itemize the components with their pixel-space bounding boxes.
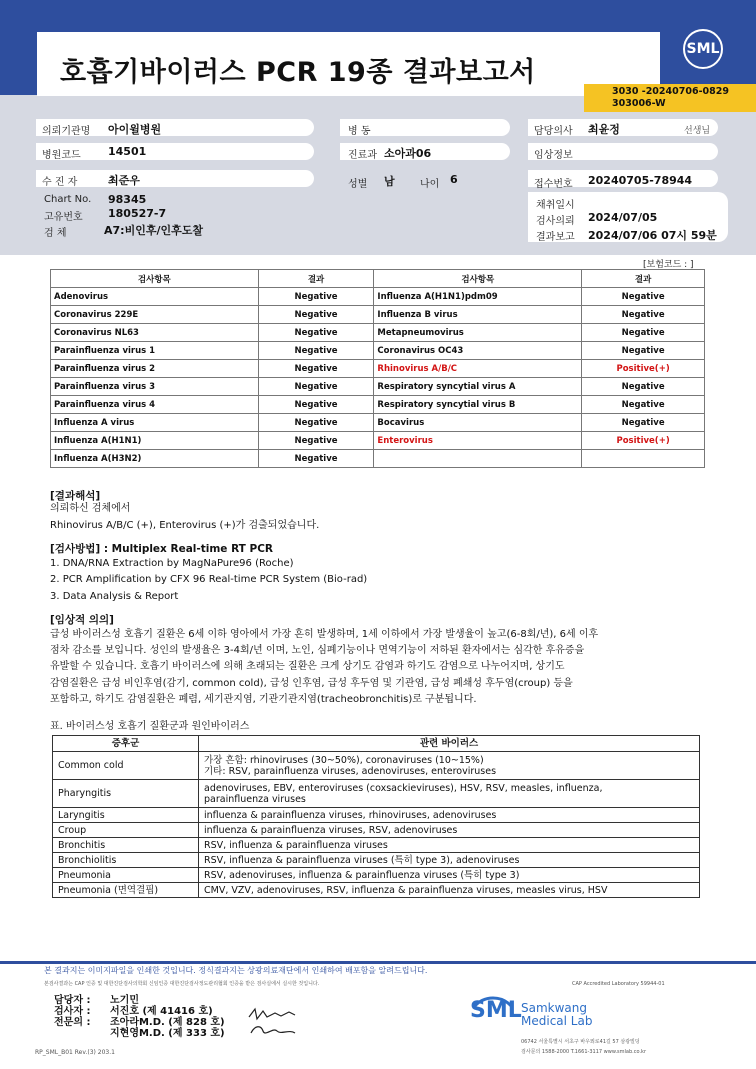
header-syndrome: 증후군 <box>53 736 199 752</box>
specialist-label: 전문의 : <box>54 1017 91 1028</box>
related-virus-cell <box>199 883 700 898</box>
syndrome-cell: Laryngitis <box>53 808 199 823</box>
header-related-virus: 관련 바이러스 <box>199 736 700 752</box>
clinical-meaning-line3: 유발할 수 있습니다. 호흡기 바이러스에 의해 초래되는 질환은 크게 상기도 감염과 하기도 감염으로 나누어지며, 상기도 <box>50 661 565 672</box>
related-virus-line2: parainfluenza viruses <box>204 793 306 805</box>
result-left: Negative <box>258 360 374 378</box>
test-name-right <box>374 450 582 468</box>
report-number-line2: 303006-W <box>612 98 666 109</box>
test-name-right: Respiratory syncytial virus A <box>374 378 582 396</box>
test-name-right: Coronavirus OC43 <box>374 342 582 360</box>
result-left: Negative <box>258 306 374 324</box>
clinical-meaning-line2: 점차 감소를 보입니다. 성인의 발생율은 3-4회/년 이며, 노인, 심폐기능이나 면역기능이 저하된 환자에서는 심각한 후유증을 <box>50 645 585 656</box>
ward-label: 병 동 <box>348 126 371 137</box>
patient-name-value: 최준우 <box>108 174 140 187</box>
result-row <box>51 324 705 342</box>
age-label: 나이 <box>420 179 440 190</box>
related-virus-cell <box>199 838 700 853</box>
receipt-label: 접수번호 <box>534 179 573 190</box>
test-name-right: Respiratory syncytial virus B <box>374 396 582 414</box>
cap-note: CAP Accredited Laboratory 59944-01 <box>572 981 665 987</box>
interpretation-line2: Rhinovirus A/B/C (+), Enterovirus (+)가 검출되었습니다. <box>50 520 320 531</box>
result-left: Negative <box>258 396 374 414</box>
virus-row <box>53 853 700 868</box>
related-virus-line1: influenza & parainfluenza viruses, RSV, adenoviruses <box>204 824 458 836</box>
related-virus-cell <box>199 868 700 883</box>
tester-value: 서진호 (제 41416 호) <box>110 1006 213 1017</box>
specimen-value: A7:비인후/인후도찰 <box>104 224 203 237</box>
result-row <box>51 288 705 306</box>
test-name-left: Influenza A(H1N1) <box>51 432 259 450</box>
result-right: Negative <box>582 396 705 414</box>
report-number <box>584 84 756 112</box>
virus-row <box>53 883 700 898</box>
specimen-label: 검 체 <box>44 228 67 239</box>
patient-name-field <box>36 170 314 187</box>
result-left: Negative <box>258 414 374 432</box>
virus-row <box>53 752 700 780</box>
interpretation-line1: 의뢰하신 검체에서 <box>50 503 131 514</box>
result-left: Negative <box>258 288 374 306</box>
test-name-left: Parainfluenza virus 2 <box>51 360 259 378</box>
doctor-suffix: 선생님 <box>684 126 711 136</box>
method-line3: 3. Data Analysis & Report <box>50 591 179 602</box>
chart-no-value: 98345 <box>108 193 147 206</box>
footer-notice: 본 결과지는 이미지파일을 인쇄한 것입니다. 정식결과지는 상광의료재단에서 인쇄하여 배포함을 알려드립니다. <box>44 966 428 975</box>
virus-row <box>53 808 700 823</box>
related-virus-line1: RSV, influenza & parainfluenza viruses <box>204 839 388 851</box>
unique-no-value: 180527-7 <box>108 207 167 220</box>
result-right <box>582 450 705 468</box>
header-test-left: 검사항목 <box>51 270 259 288</box>
hospital-code-value: 14501 <box>108 145 147 158</box>
insurance-code: [보험코드 : ] <box>643 260 694 270</box>
virus-table <box>52 735 700 898</box>
test-name-left: Parainfluenza virus 4 <box>51 396 259 414</box>
lab-name-line2: Medical Lab <box>521 1014 593 1028</box>
dept-label: 진료과 <box>348 150 377 161</box>
clinical-info-label: 임상정보 <box>534 150 573 161</box>
patient-name-label: 수 진 자 <box>42 177 78 188</box>
result-row <box>51 396 705 414</box>
virus-row <box>53 868 700 883</box>
age-value: 6 <box>450 173 458 186</box>
unique-no-label: 고유번호 <box>44 212 83 223</box>
clinical-meaning-line4: 감염질환은 급성 비인후염(감기, common cold), 급성 인후염, 급성 후두염 및 기관염, 급성 폐쇄성 후두염(croup) 등을 <box>50 678 573 689</box>
report-date-label: 결과보고 <box>536 232 575 243</box>
report-title: 호흡기바이러스 PCR 19종 결과보고서 <box>60 57 536 88</box>
related-virus-line1: RSV, influenza & parainfluenza viruses (특히 type 3), adenoviruses <box>204 854 520 866</box>
syndrome-cell: Bronchiolitis <box>53 853 199 868</box>
request-label: 검사의뢰 <box>536 216 575 227</box>
header-result-left: 결과 <box>258 270 374 288</box>
form-code: RP_SML_B01 Rev.(3) 203.1 <box>35 1049 115 1056</box>
specialist2-value: 지현영M.D. (제 333 호) <box>110 1028 225 1039</box>
related-virus-line1: CMV, VZV, adenoviruses, RSV, influenza & parainfluenza viruses, measles virus, HSV <box>204 884 608 896</box>
interpretation-heading: [결과해석] <box>50 490 101 502</box>
lab-logo-text: SML <box>470 998 522 1023</box>
result-row <box>51 450 705 468</box>
related-virus-line1: influenza & parainfluenza viruses, rhinoviruses, adenoviruses <box>204 809 497 821</box>
method-line2: 2. PCR Amplification by CFX 96 Real-time PCR System (Bio-rad) <box>50 574 368 585</box>
test-name-left: Parainfluenza virus 1 <box>51 342 259 360</box>
syndrome-cell: Pneumonia (면역결핍) <box>53 883 199 898</box>
specialist1-value: 조아라M.D. (제 828 호) <box>110 1017 225 1028</box>
related-virus-cell <box>199 780 700 808</box>
test-name-left: Influenza A virus <box>51 414 259 432</box>
method-heading: [검사방법] : Multiplex Real-time RT PCR <box>50 543 273 555</box>
syndrome-cell: Croup <box>53 823 199 838</box>
header-test-right: 검사항목 <box>374 270 582 288</box>
virus-table-header <box>53 736 700 752</box>
doctor-value: 최윤정 <box>588 123 620 136</box>
test-name-left: Influenza A(H3N2) <box>51 450 259 468</box>
result-left: Negative <box>258 324 374 342</box>
lab-name <box>521 1002 592 1028</box>
clinical-meaning-line5: 포함하고, 하기도 감염질환은 폐렴, 세기관지염, 기관기관지염(tracheobronchitis)로 구분됩니다. <box>50 694 477 705</box>
lab-address: 06742 서울특별시 서초구 바우뫼로41길 57 삼광빌딩 <box>521 1039 640 1045</box>
virus-row <box>53 823 700 838</box>
header-result-right: 결과 <box>582 270 705 288</box>
result-table-header <box>51 270 705 288</box>
signature-icon <box>245 1003 299 1041</box>
request-value: 2024/07/05 <box>588 211 658 224</box>
result-right: Negative <box>582 414 705 432</box>
footer-fineprint: 본검사결과는 CAP 인증 및 대한진단검사의학회 신임인증 대한진단검사정도관리협회 인증을 받은 검사실에서 실시한 것입니다. <box>44 981 320 987</box>
result-row <box>51 306 705 324</box>
result-table <box>50 269 705 468</box>
result-row <box>51 414 705 432</box>
result-row <box>51 360 705 378</box>
receipt-value: 20240705-78944 <box>588 174 693 187</box>
related-virus-line2: 기타: RSV, parainfluenza viruses, adenoviruses, enteroviruses <box>204 765 497 777</box>
syndrome-cell: Bronchitis <box>53 838 199 853</box>
syndrome-cell: Common cold <box>53 752 199 780</box>
clinical-meaning-line1: 급성 바이러스성 호흡기 질환은 6세 이하 영아에서 가장 흔히 발생하며, 1세 이하에서 가장 발생율이 높고(6-8회/년), 6세 이후 <box>50 629 599 640</box>
doctor-label: 담당의사 <box>534 126 573 137</box>
related-virus-cell <box>199 823 700 838</box>
result-left: Negative <box>258 450 374 468</box>
result-left: Negative <box>258 432 374 450</box>
test-name-right: Rhinovirus A/B/C <box>374 360 582 378</box>
result-row <box>51 342 705 360</box>
chart-no-label: Chart No. <box>44 194 92 205</box>
related-virus-cell <box>199 808 700 823</box>
related-virus-line1: RSV, adenoviruses, influenza & parainfluenza viruses (특히 type 3) <box>204 869 520 881</box>
virus-row <box>53 780 700 808</box>
test-name-right: Metapneumovirus <box>374 324 582 342</box>
result-right: Negative <box>582 342 705 360</box>
sex-value: 남 <box>384 175 395 188</box>
sex-label: 성별 <box>348 179 368 190</box>
test-name-right: Influenza B virus <box>374 306 582 324</box>
method-line1: 1. DNA/RNA Extraction by MagNaPure96 (Roche) <box>50 558 294 569</box>
result-row <box>51 432 705 450</box>
related-virus-line1: adenoviruses, EBV, enteroviruses (coxsackieviruses), HSV, RSV, measles, influenza, <box>204 782 603 794</box>
related-virus-line1: 가장 흔함: rhinoviruses (30~50%), coronaviruses (10~15%) <box>204 754 484 766</box>
manager-value: 노기민 <box>110 995 139 1006</box>
virus-table-caption: 표. 바이러스성 호흡기 질환군과 원인바이러스 <box>50 721 250 732</box>
result-right: Positive(+) <box>582 360 705 378</box>
result-row <box>51 378 705 396</box>
institution-value: 아이윌병원 <box>108 123 162 136</box>
tester-label: 검사자 : <box>54 1006 91 1017</box>
test-name-left: Adenovirus <box>51 288 259 306</box>
test-name-left: Coronavirus NL63 <box>51 324 259 342</box>
report-number-line1: 3030 -20240706-0829 <box>612 86 729 97</box>
test-name-left: Coronavirus 229E <box>51 306 259 324</box>
virus-row <box>53 838 700 853</box>
lab-name-line1: Samkwang <box>521 1001 587 1015</box>
syndrome-cell: Pneumonia <box>53 868 199 883</box>
test-name-right: Influenza A(H1N1)pdm09 <box>374 288 582 306</box>
lab-contact: 검사문의 1588-2000 T.1661-3117 www.smlab.co.kr <box>521 1049 646 1055</box>
manager-label: 담당자 : <box>54 995 91 1006</box>
syndrome-cell: Pharyngitis <box>53 780 199 808</box>
institution-label: 의뢰기관명 <box>42 126 91 137</box>
result-left: Negative <box>258 378 374 396</box>
test-name-right: Bocavirus <box>374 414 582 432</box>
clinical-meaning-heading: [임상적 의의] <box>50 614 114 626</box>
result-right: Negative <box>582 288 705 306</box>
result-right: Positive(+) <box>582 432 705 450</box>
test-name-right: Enterovirus <box>374 432 582 450</box>
result-right: Negative <box>582 306 705 324</box>
related-virus-cell <box>199 853 700 868</box>
result-right: Negative <box>582 378 705 396</box>
dept-value: 소아과06 <box>384 147 432 160</box>
collect-label: 채취일시 <box>536 200 575 211</box>
test-name-left: Parainfluenza virus 3 <box>51 378 259 396</box>
result-left: Negative <box>258 342 374 360</box>
sml-logo-icon: SML <box>683 29 723 69</box>
result-right: Negative <box>582 324 705 342</box>
hospital-code-label: 병원코드 <box>42 150 81 161</box>
report-date-value: 2024/07/06 07시 59분 <box>588 229 717 242</box>
related-virus-cell <box>199 752 700 780</box>
footer-divider <box>0 961 756 964</box>
